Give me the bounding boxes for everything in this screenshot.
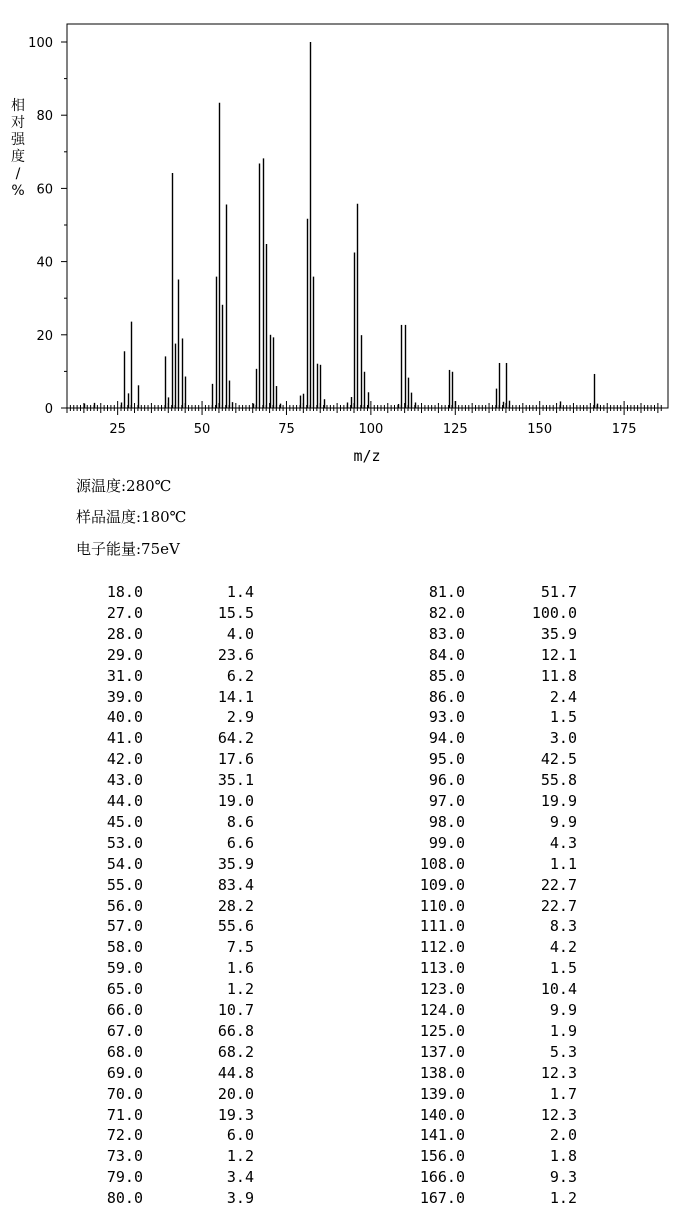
mz-value: 99.0 [428, 833, 465, 852]
abundance-value: 11.8 [540, 666, 577, 685]
mz-value: 137.0 [419, 1042, 465, 1061]
mz-value: 80.0 [106, 1189, 143, 1207]
mz-value: 39.0 [106, 687, 143, 706]
x-tick-label: 175 [611, 422, 637, 437]
abundance-value: 10.7 [217, 1001, 254, 1019]
abundance-value: 8.6 [226, 812, 254, 831]
y-axis-label-char: / [15, 166, 21, 182]
abundance-value: 35.1 [217, 771, 254, 790]
abundance-value: 3.0 [549, 729, 577, 748]
y-tick-labels [28, 36, 53, 417]
y-tick-label: 80 [36, 109, 53, 125]
abundance-value: 5.3 [549, 1042, 577, 1061]
abundance-value: 1.7 [549, 1084, 577, 1103]
mz-value: 138.0 [419, 1063, 465, 1082]
mz-value: 29.0 [106, 645, 143, 664]
mz-value: 73.0 [106, 1147, 143, 1166]
mz-value: 84.0 [428, 645, 465, 664]
abundance-value: 19.9 [540, 792, 577, 810]
abundance-value: 7.5 [226, 938, 254, 957]
abundance-value: 19.3 [217, 1105, 254, 1124]
abundance-value: 1.9 [549, 1021, 577, 1040]
abundance-value: 1.4 [226, 583, 254, 601]
y-axis-label-char: 相 [11, 98, 25, 114]
abundance-value: 100.0 [531, 603, 577, 622]
mz-value: 166.0 [419, 1168, 465, 1187]
electron-energy: 电子能量:75eV [76, 540, 180, 558]
mz-value: 54.0 [106, 854, 143, 873]
abundance-value: 15.5 [217, 603, 254, 622]
abundance-value: 3.9 [226, 1189, 254, 1207]
mz-value: 94.0 [428, 729, 465, 748]
mz-value: 167.0 [419, 1189, 465, 1207]
mz-value: 156.0 [419, 1147, 465, 1166]
mz-value: 18.0 [106, 583, 143, 601]
abundance-value: 1.6 [226, 959, 254, 978]
abundance-value: 64.2 [217, 729, 254, 748]
mz-value: 27.0 [106, 603, 143, 622]
abundance-value: 9.9 [549, 1001, 577, 1019]
abundance-value: 4.2 [549, 938, 577, 957]
x-tick-labels [109, 422, 636, 437]
mz-value: 140.0 [419, 1105, 465, 1124]
abundance-value: 2.9 [226, 708, 254, 727]
abundance-value: 1.5 [549, 708, 577, 727]
y-tick-label: 20 [36, 328, 53, 344]
mz-value: 108.0 [419, 854, 465, 873]
abundance-value: 17.6 [217, 750, 254, 769]
abundance-value: 44.8 [217, 1063, 254, 1082]
abundance-value: 22.7 [540, 896, 577, 915]
abundance-value: 4.0 [226, 624, 254, 643]
mz-value: 141.0 [419, 1126, 465, 1145]
abundance-value: 20.0 [217, 1084, 254, 1103]
mz-value: 70.0 [106, 1084, 143, 1103]
mz-value: 56.0 [106, 896, 143, 915]
mz-value: 85.0 [428, 666, 465, 685]
abundance-value: 55.8 [540, 771, 577, 790]
abundance-value: 3.4 [226, 1168, 254, 1187]
mz-value: 42.0 [106, 750, 143, 769]
y-tick-label: 60 [36, 182, 53, 198]
mz-value: 82.0 [428, 603, 465, 622]
abundance-value: 6.6 [226, 833, 254, 852]
source-temperature: 源温度:280℃ [76, 477, 172, 495]
mz-value: 98.0 [428, 812, 465, 831]
mz-value: 71.0 [106, 1105, 143, 1124]
mz-value: 65.0 [106, 980, 143, 999]
mz-value: 41.0 [106, 729, 143, 748]
mz-value: 111.0 [419, 917, 465, 936]
peak-bars [85, 42, 598, 408]
mz-value: 69.0 [106, 1063, 143, 1082]
x-tick-label: 25 [109, 422, 126, 437]
abundance-value: 23.6 [217, 645, 254, 664]
x-tick-label: 125 [442, 422, 468, 437]
abundance-value: 10.4 [540, 980, 577, 999]
mz-value: 57.0 [106, 917, 143, 936]
y-axis-label-char: 度 [11, 149, 25, 165]
abundance-value: 6.2 [226, 666, 254, 685]
abundance-value: 55.6 [217, 917, 254, 936]
mz-value: 112.0 [419, 938, 465, 957]
abundance-value: 1.2 [226, 1147, 254, 1166]
x-axis-label: m/z [353, 447, 381, 465]
mz-value: 125.0 [419, 1021, 465, 1040]
abundance-value: 2.0 [549, 1126, 577, 1145]
abundance-value: 35.9 [540, 624, 577, 643]
mz-value: 45.0 [106, 812, 143, 831]
abundance-value: 1.2 [226, 980, 254, 999]
sample-temperature: 样品温度:180℃ [76, 508, 187, 526]
mz-value: 43.0 [106, 771, 143, 790]
x-tick-label: 100 [358, 422, 384, 437]
abundance-value: 2.4 [549, 687, 577, 706]
abundance-value: 19.0 [217, 792, 254, 810]
mz-value: 97.0 [428, 792, 465, 810]
plot-frame [67, 24, 668, 408]
mz-value: 109.0 [419, 875, 465, 894]
abundance-value: 9.9 [549, 812, 577, 831]
mz-value: 67.0 [106, 1021, 143, 1040]
mz-value: 53.0 [106, 833, 143, 852]
mz-value: 40.0 [106, 708, 143, 727]
mz-value: 31.0 [106, 666, 143, 685]
y-tick-label: 0 [44, 402, 53, 417]
abundance-value: 68.2 [217, 1042, 254, 1061]
abundance-value: 22.7 [540, 875, 577, 894]
y-axis-label-char: % [11, 183, 25, 199]
mz-value: 81.0 [428, 583, 465, 601]
y-tick-label: 100 [28, 36, 53, 51]
abundance-value: 1.8 [549, 1147, 577, 1166]
abundance-value: 28.2 [217, 896, 254, 915]
mz-value: 123.0 [419, 980, 465, 999]
abundance-value: 9.3 [549, 1168, 577, 1187]
mass-spectrum-chart [0, 0, 680, 470]
abundance-value: 6.0 [226, 1126, 254, 1145]
mz-value: 44.0 [106, 792, 143, 810]
abundance-value: 51.7 [540, 583, 577, 601]
mz-value: 55.0 [106, 875, 143, 894]
abundance-value: 14.1 [217, 687, 254, 706]
mz-value: 66.0 [106, 1001, 143, 1019]
mz-value: 79.0 [106, 1168, 143, 1187]
abundance-value: 4.3 [549, 833, 577, 852]
abundance-value: 8.3 [549, 917, 577, 936]
abundance-value: 83.4 [217, 875, 254, 894]
mz-value: 83.0 [428, 624, 465, 643]
abundance-value: 35.9 [217, 854, 254, 873]
x-tick-label: 150 [527, 422, 553, 437]
abundance-value: 1.1 [549, 854, 577, 873]
abundance-value: 12.3 [540, 1063, 577, 1082]
x-tick-label: 50 [193, 422, 211, 437]
mz-value: 124.0 [419, 1001, 465, 1019]
mz-value: 139.0 [419, 1084, 465, 1103]
abundance-value: 12.1 [540, 645, 577, 664]
mz-value: 72.0 [106, 1126, 143, 1145]
mz-value: 86.0 [428, 687, 465, 706]
y-axis-label-char: 强 [11, 132, 25, 148]
mz-value: 28.0 [106, 624, 143, 643]
mz-value: 58.0 [106, 938, 143, 957]
abundance-value: 66.8 [217, 1021, 254, 1040]
mz-value: 95.0 [428, 750, 465, 769]
abundance-value: 1.5 [549, 959, 577, 978]
mz-value: 68.0 [106, 1042, 143, 1061]
mz-value: 113.0 [419, 959, 465, 978]
y-axis-label-char: 对 [11, 115, 25, 131]
mz-value: 110.0 [419, 896, 465, 915]
abundance-value: 12.3 [540, 1105, 577, 1124]
mz-value: 59.0 [106, 959, 143, 978]
y-tick-label: 40 [36, 255, 53, 271]
mz-value: 96.0 [428, 771, 465, 790]
abundance-value: 42.5 [540, 750, 577, 769]
abundance-value: 1.2 [549, 1189, 577, 1207]
mz-value: 93.0 [428, 708, 465, 727]
x-tick-label: 75 [278, 422, 295, 437]
y-axis-label [11, 97, 26, 199]
